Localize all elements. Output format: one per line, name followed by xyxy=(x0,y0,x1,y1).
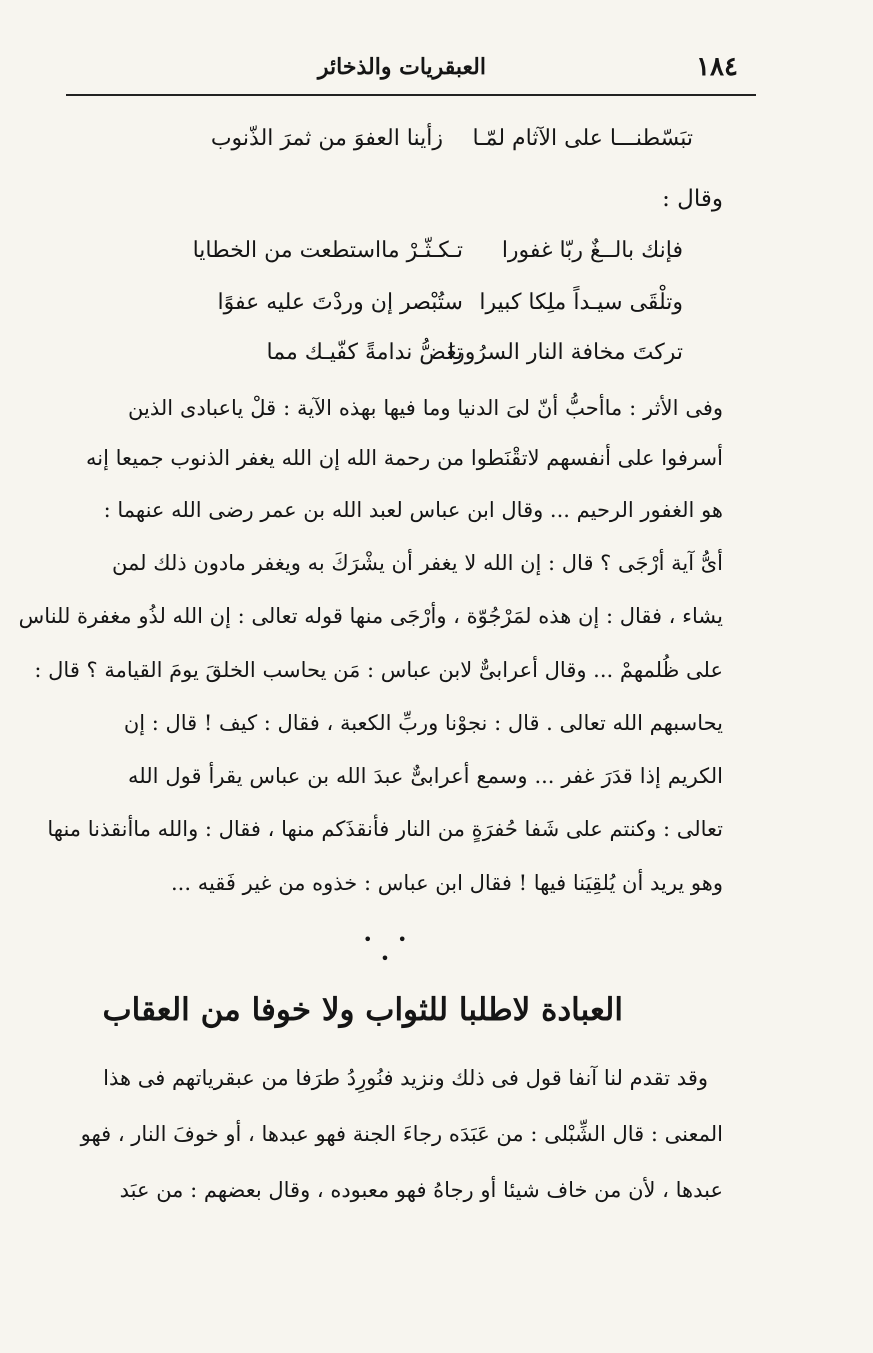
paragraph1-line: على ظُلمهمْ ... وقال أعرابىٌّ لابن عباس : مَن يحاسب الخلقَ يومَ القيامة ؟ قال : xyxy=(34,658,723,682)
poem2-line2-left: وتلْقَى سيـداً ملِكا كبيرا xyxy=(479,290,683,315)
section-separator: • • • xyxy=(363,930,417,968)
paragraph1-line: هو الغفور الرحيم ... وقال ابن عباس لعبد الله بن عمر رضى الله عنهما : xyxy=(103,498,723,522)
poem1-hemistich-left: تبَسّطنـــا على الآثام لمّـا xyxy=(472,126,693,151)
poem2-line3-right: تعَضُّ ندامةً كفّيـك مما xyxy=(266,340,463,365)
paragraph1-line: الكريم إذا قدَرَ غفر ... وسمع أعرابىٌّ عبدَ الله بن عباس يقرأ قول الله xyxy=(128,764,723,788)
paragraph1-line: تعالى : وكنتم على شَفا حُفرَةٍ من النار فأنقذَكم منها ، فقال : والله ماأنقذنا منها xyxy=(47,817,723,841)
page-header xyxy=(66,52,756,92)
paragraph2-line: المعنى : قال الشِّبْلى : من عَبَدَه رجاءَ الجنة فهو عبدها ، أو خوفَ النار ، فهو xyxy=(80,1122,723,1146)
paragraph1-line: أىُّ آية أرْجَى ؟ قال : إن الله لا يغفر أن يشْرَكَ به ويغفر مادون ذلك لمن xyxy=(112,551,723,575)
paragraph1-line: أسرفوا على أنفسهم لاتقْنَطوا من رحمة الله إن الله يغفر الذنوب جميعا إنه xyxy=(86,446,723,470)
paragraph2-line: عبدها ، لأن من خاف شيئا أو رجاهُ فهو معبوده ، وقال بعضهم : من عبَد xyxy=(119,1178,723,1202)
poem2-line1-left: فإنك بالــغٌ ربّا غفورا xyxy=(501,238,683,263)
page-number: ١٨٤ xyxy=(696,52,738,82)
poem1-hemistich-right: زأينا العفوَ من ثمرَ الذّنوب xyxy=(210,126,443,151)
paragraph1-line-last: وهو يريد أن يُلقِيَنا فيها ! فقال ابن عباس : خذوه من غير فَقيه ... xyxy=(171,871,723,895)
paragraph1-line: وفى الأثر : ماأحبُّ أنّ لىَ الدنيا وما فيها بهذه الآية : قلْ ياعبادى الذين xyxy=(128,396,723,420)
paragraph1-line: يشاء ، فقال : إن هذه لمَرْجُوّة ، وأرْجَى منها قوله تعالى : إن الله لذُو مغفرة للناس xyxy=(18,604,723,628)
running-title: العبقريات والذخائر xyxy=(317,54,486,80)
poem2-line2-right: ستُبْصر إن وردْتَ عليه عفوًا xyxy=(217,290,463,315)
poem2-line3-left: تركتَ مخافة النار السرُورا xyxy=(447,340,683,365)
poem2-line1-right: تـكـثّـرْ مااستطعت من الخطايا xyxy=(192,238,463,263)
paragraph1-line: يحاسبهم الله تعالى . قال : نجوْنا وربِّ الكعبة ، فقال : كيف ! قال : إن xyxy=(123,711,723,735)
header-rule xyxy=(66,94,756,96)
section-title: العبادة لاطلبا للثواب ولا خوفا من العقاب xyxy=(102,992,623,1028)
intro-line: وقال : xyxy=(662,186,723,212)
paragraph2-line: وقد تقدم لنا آنفا قول فى ذلك ونزيد فنُورِدُ طرَفا من عبقرياتهم فى هذا xyxy=(103,1066,708,1090)
